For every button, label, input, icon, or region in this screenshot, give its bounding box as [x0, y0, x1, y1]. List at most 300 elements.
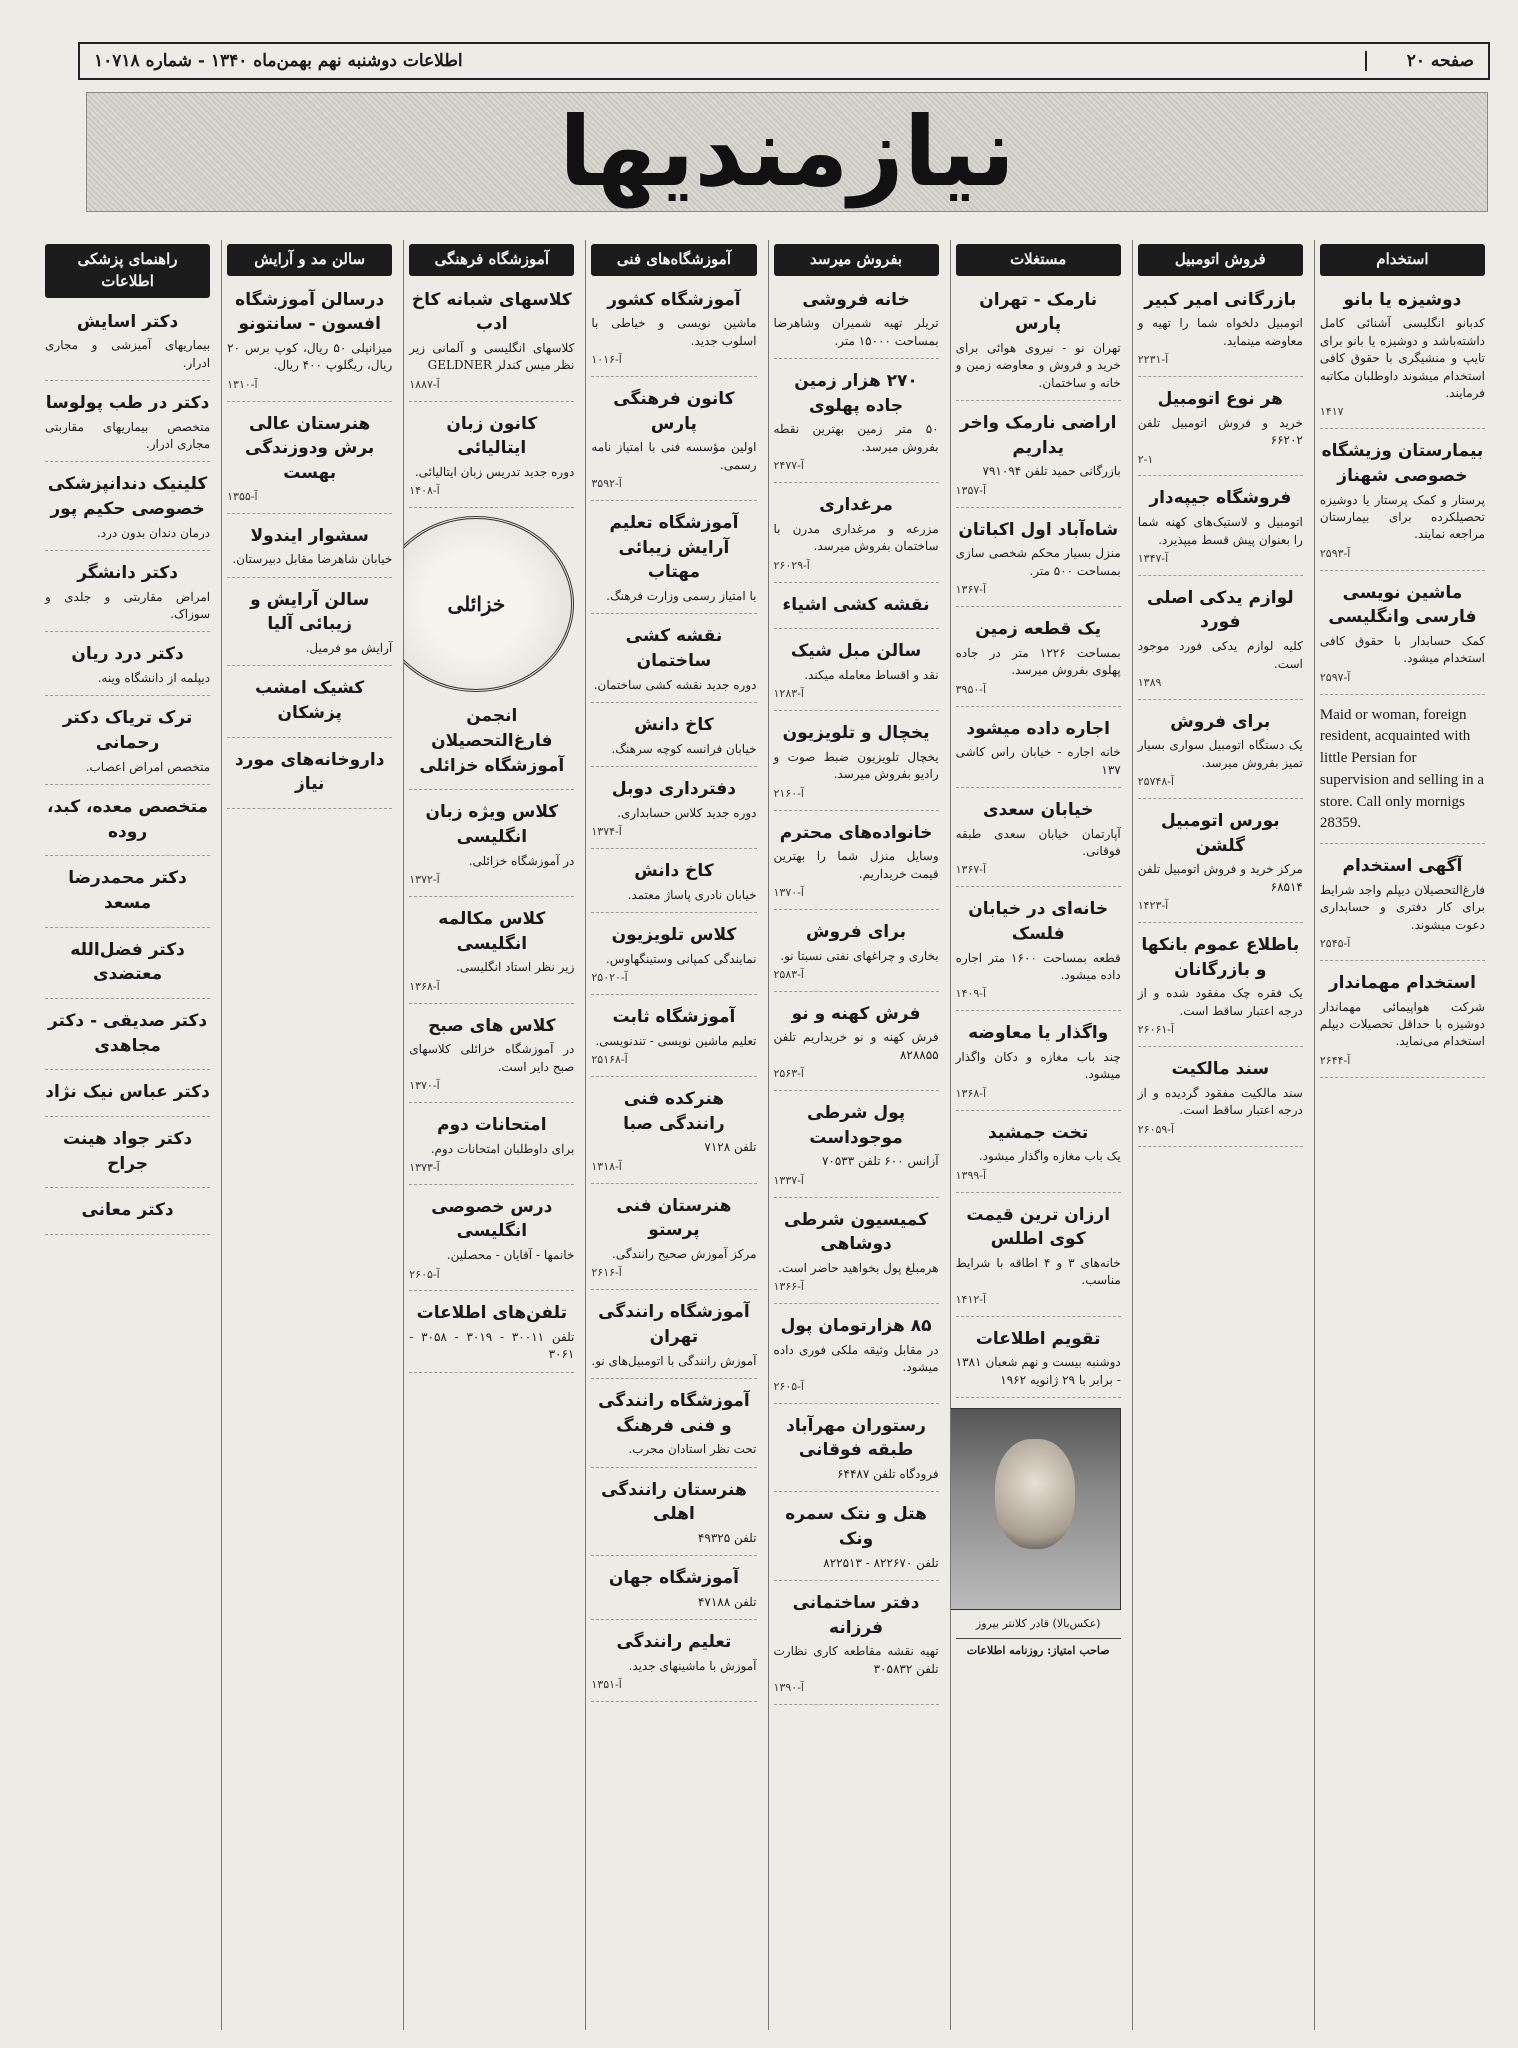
classified-ad	[45, 1194, 210, 1235]
ad-body: دوره جدید کلاس حسابداری.	[617, 805, 757, 820]
ad-body: دوشنبه بیست و نهم شعبان ۱۳۸۱ - برابر با ۲۹ ژانویه ۱۹۶۲	[955, 1355, 1121, 1387]
ad-reference: آ-۲۴۷۷	[773, 459, 804, 473]
ad-reference: آ-۲۵۹۷	[1319, 670, 1351, 684]
ad-title: دکتر جواد هینت جراح	[63, 1128, 193, 1174]
ad-body: تلفن ۷۱۲۸	[704, 1140, 757, 1155]
ad-title: هنرستان فنی پرستو	[616, 1195, 732, 1241]
ad-body: فرودگاه تلفن ۶۴۴۸۷	[837, 1467, 939, 1482]
ad-body: آزانس ۶۰۰ تلفن ۷۰۵۳۳	[821, 1154, 939, 1169]
ad-title: استخدام مهماندار	[1328, 972, 1476, 993]
section-heading: بفروش میرسد	[774, 244, 939, 276]
portrait-face	[995, 1439, 1075, 1549]
ad-reference: آ-۱۳۱۸	[591, 1159, 622, 1173]
ad-title: کانون زبان ایتالیائی	[446, 413, 538, 459]
classified-ad	[774, 284, 939, 359]
ad-body: نمایندگی کمپانی وستینگهاوس.	[605, 951, 757, 966]
ad-title: سند مالکیت	[1171, 1059, 1270, 1080]
ad-body: فارغ‌التحصیلان دیپلم واجد شرایط برای کار دفتری و حسابداری دعوت میشوند.	[1319, 882, 1485, 932]
section-heading: مستغلات	[956, 244, 1121, 276]
classified-ad	[956, 1199, 1121, 1317]
ad-title: بورس اتومبیل گلشن	[1160, 811, 1280, 856]
ad-body: بازرگانی حمید تلفن ۷۹۱۰۹۴	[982, 464, 1121, 479]
ad-title: سشوار ایندولا	[250, 525, 369, 546]
ad-title: کلاس تلویزیون	[611, 925, 737, 946]
ad-title: دوشیزه یا بانو	[1343, 289, 1462, 310]
ad-body: تریلر تهیه شمیران وشاهرضا بمساحت ۱۵۰۰۰ متر.	[773, 316, 939, 348]
classifieds-banner	[86, 92, 1488, 212]
ad-title: یک قطعه زمین	[975, 619, 1102, 640]
ad-body: یک باب مغازه واگذار میشود.	[978, 1149, 1121, 1164]
ad-body: تلفن ۳۰۰۱۱ - ۳۰۱۹ - ۳۰۵۸ - ۳۰۶۱	[409, 1330, 575, 1362]
classified-ad	[227, 284, 392, 402]
ad-reference: آ-۱۳۶۸	[409, 979, 440, 993]
classified-ad	[1138, 482, 1303, 575]
ad-reference: آ-۱۳۷۴	[591, 825, 622, 839]
ad-title: آگهی استخدام	[1342, 856, 1463, 877]
ad-title: بازرگانی امیر کبیر	[1144, 289, 1297, 310]
ad-body: سند مالکیت مفقود گردیده و از درجه اعتبار ساقط است.	[1137, 1085, 1303, 1118]
ad-body: مرکز آموزش صحیح رانندگی.	[612, 1246, 757, 1261]
ad-title: دکتر محمدرضا مسعد	[68, 868, 187, 914]
ad-body: در آموزشگاه خزائلی کلاسهای صبح دایر است.	[409, 1042, 575, 1074]
classified-ad	[1138, 706, 1303, 799]
ad-body: پرستار و کمک پرستار یا دوشیزه تحصیلکرده برای بیمارستان مراجعه نمایند.	[1319, 492, 1485, 542]
section-heading: فروش اتومبیل	[1138, 244, 1303, 276]
ad-body: اولین مؤسسه فنی با امتیاز نامه رسمی.	[591, 440, 757, 472]
ad-title: آموزشگاه ثابت	[612, 1007, 736, 1028]
ad-title: کلاس های صبح	[428, 1015, 556, 1036]
ad-reference: آ-۱۳۶۷	[955, 583, 987, 597]
ad-title: هنرکده فنی رانندگی صبا	[623, 1089, 725, 1134]
classified-ad	[774, 1097, 939, 1198]
ad-title: دکتر عباس نیک نژاد	[45, 1082, 210, 1103]
ad-reference: آ-۱۳۶۸	[955, 1086, 987, 1100]
ad-title: اجاره داده میشود	[966, 718, 1110, 739]
classified-ad	[774, 1587, 939, 1705]
classified-ad	[227, 408, 392, 514]
ad-title: رستوران مهرآباد طبقه فوقانی	[786, 1415, 926, 1461]
ad-title: انجمن فارغ‌التحصیلان آموزشگاه خزائلی	[419, 706, 565, 776]
ad-body: امراض مقاربتی و جلدی و سوزاک.	[45, 589, 211, 622]
ad-title: کلاس ویژه زبان انگلیسی	[425, 802, 559, 847]
classified-ad	[45, 306, 210, 381]
ad-reference: آ-۲۵۶۳	[773, 1067, 804, 1081]
classified-ad	[227, 520, 392, 578]
ad-title: درسالن آموزشگاه افسون - سانتونو	[235, 289, 385, 335]
ad-reference: آ-۲۵۱۶۸	[591, 1053, 628, 1067]
ad-title: دکتر صدیقی - دکتر مجاهدی	[47, 1010, 208, 1056]
classified-ad	[774, 365, 939, 483]
ad-reference: آ-۱۲۸۳	[773, 687, 804, 701]
ad-body: تلفن ۴۷۱۸۸	[697, 1594, 757, 1609]
ad-body: در مقابل وثیقه ملکی فوری داده میشود.	[773, 1343, 939, 1375]
ad-reference: آ-۲۶۰۵۹	[1137, 1122, 1175, 1136]
classified-ad	[774, 1498, 939, 1581]
ad-reference: آ-۲۶۰۵	[409, 1267, 440, 1281]
ad-title: دکتر فضل‌الله معتضدی	[70, 939, 185, 985]
ad-title: دکتر درد ریان	[71, 644, 184, 665]
classified-ad	[774, 1410, 939, 1493]
classified-ad	[956, 613, 1121, 706]
ad-title: اراضی نارمک واخر یداریم	[959, 413, 1117, 458]
classified-ad	[409, 1010, 574, 1103]
classified-ad	[1320, 577, 1485, 695]
column-2	[1132, 240, 1308, 2030]
ad-body: خرید و فروش اتومبیل تلفن ۶۶۲۰۲	[1137, 415, 1303, 448]
classified-ad	[956, 1017, 1121, 1110]
classified-ad	[45, 1076, 210, 1117]
classified-ad	[591, 1562, 756, 1620]
ad-reference: آ-۱۳۶۶	[773, 1280, 804, 1294]
ad-body: کدبانو انگلیسی آشنائی کامل داشته‌باشد و دوشیزه یا بانو برای تایپ و منشیگری با حقوق کافی استخدام میشوند داوطلبان مکاتبه فرمایند.	[1319, 316, 1485, 400]
classified-ad	[774, 817, 939, 910]
ad-title: لوازم یدکی اصلی فورد	[1146, 587, 1294, 633]
ad-title: پول شرطی موجوداست	[806, 1103, 906, 1148]
publisher-note: صاحب امتیاز: روزنامه اطلاعات	[956, 1638, 1121, 1659]
classified-ad	[591, 855, 756, 913]
ad-body: دیپلمه از دانشگاه وینه.	[97, 671, 211, 686]
ad-reference: آ-۲۵۹۳	[1319, 546, 1351, 560]
ad-body: خیابان نادری پاساژ معتمد.	[627, 887, 757, 902]
classified-ad	[591, 709, 756, 767]
school-emblem-icon: خزائلی	[403, 516, 574, 692]
classified-ad	[591, 1474, 756, 1557]
ad-title: دکتر معانی	[81, 1200, 174, 1221]
classified-ad	[591, 1626, 756, 1702]
ad-reference: آ-۲۵۸۳	[773, 967, 804, 981]
column-8	[40, 240, 215, 2030]
ad-title: نقشه کشی اشیاء	[782, 594, 930, 615]
classified-ad	[1320, 701, 1485, 845]
classified-ad	[1320, 284, 1485, 430]
section-heading: آموزشگاه فرهنگی	[409, 244, 574, 276]
ad-title: کلاس مکالمه انگلیسی	[438, 908, 546, 954]
ad-title: آموزشگاه تعلیم آرایش زیبائی مهتاب	[609, 513, 739, 583]
ad-title: کشیک امشب پزشکان	[255, 678, 365, 723]
ad-reference: آ-۱۴۲۳	[1137, 899, 1169, 913]
classified-ad	[1320, 967, 1485, 1078]
classified-ad	[45, 638, 210, 696]
classified-ad	[956, 284, 1121, 401]
classified-ad	[591, 919, 756, 995]
ad-body: تهیه نقشه مقاطعه کاری نظارت تلفن ۳۰۵۸۳۲	[773, 1644, 939, 1676]
ad-title: خانه‌ای در خیابان فلسک	[968, 899, 1109, 944]
ad-reference: آ-۱۸۸۷	[409, 377, 440, 391]
ad-title: سالن مبل شیک	[790, 641, 922, 662]
ad-body: بخاری و چراغهای نفتی نسبتا نو.	[780, 948, 939, 963]
ad-body: یک دستگاه اتومبیل سواری بسیار تمیز بفروش میرسد.	[1137, 738, 1303, 770]
ad-body: کلاسهای انگلیسی و آلمانی زیر نظر میس کندلر GELDNER	[409, 341, 575, 373]
classified-ad	[956, 713, 1121, 788]
ad-title: فرش کهنه و نو	[791, 1003, 921, 1024]
ad-title: هنرستان عالی برش ودوزندگی بهست	[245, 413, 375, 484]
ad-title: کلینیک دندانپزشکی خصوصی حکیم پور	[47, 474, 208, 519]
ad-body: خیابان فرانسه کوچه سرهنگ.	[611, 741, 757, 756]
classified-ad	[956, 1117, 1121, 1193]
ad-title: هر نوع اتومبیل	[1157, 389, 1283, 410]
classified-ad	[591, 284, 756, 377]
ad-title: ۲۷۰ هزار زمین جاده پهلوی	[794, 371, 918, 416]
ad-title: شاه‌آباد اول اکباتان	[958, 519, 1119, 540]
classified-ad	[591, 507, 756, 614]
classified-ad	[409, 1109, 574, 1185]
classified-ad	[1138, 383, 1303, 476]
ad-reference: آ-۲۶۰۶۱	[1137, 1023, 1175, 1037]
classified-ad	[45, 934, 210, 999]
ad-reference: آ-۲۶۱۶	[591, 1266, 622, 1280]
column-3	[950, 240, 1126, 2030]
ad-reference: آ-۳۹۵۰	[955, 682, 987, 696]
ad-body: تهران نو - نیروی هوائی برای خرید و فروش و معاوضه زمین و خانه و ساختمان.	[955, 341, 1121, 390]
classified-ad	[227, 672, 392, 737]
ad-reference: آ-۱۳۵۱	[591, 1678, 622, 1692]
ad-body: آپارتمان خیابان سعدی طبقه فوقانی.	[955, 826, 1121, 858]
ad-reference: آ-۱۳۳۷	[773, 1173, 804, 1187]
ad-title: مرغداری	[819, 495, 893, 516]
classified-ad	[774, 489, 939, 582]
classified-ad	[591, 1385, 756, 1468]
ad-body: تحت نظر استادان مجرب.	[628, 1442, 757, 1457]
page-number: صفحه ۲۰	[1365, 51, 1474, 71]
ad-body: دوره جدید تدریس زبان ایتالیائی.	[414, 465, 575, 480]
classified-ad	[774, 635, 939, 711]
ad-title: امتحانات دوم	[437, 1114, 547, 1135]
classified-ad	[45, 1123, 210, 1188]
ad-title: آموزشگاه رانندگی و فنی فرهنگ	[598, 1390, 750, 1436]
ad-reference: آ-۳۵۹۲	[591, 477, 622, 491]
classified-ad	[956, 794, 1121, 887]
ad-title: تخت جمشید	[988, 1122, 1089, 1143]
ad-reference: آ-۲۵۰۲۰	[591, 971, 628, 985]
classified-ad	[956, 514, 1121, 607]
ad-reference: آ-۱۳۷۳	[409, 1160, 440, 1174]
classified-ad	[591, 383, 756, 501]
ad-reference: آ-۱۳۹۰	[773, 1681, 804, 1695]
ad-body: آرایش مو فرمیل.	[305, 640, 393, 655]
ad-body: کلیه لوازم یدکی فورد موجود است.	[1137, 639, 1303, 671]
ad-body: مرکز خرید و فروش اتومبیل تلفن ۶۸۵۱۴	[1137, 862, 1303, 894]
classified-ad	[774, 916, 939, 992]
ad-body: ۵۰ متر زمین بهترین نقطه بفروش میرسد.	[773, 422, 939, 454]
ad-title: ترک تریاک دکتر رحمانی	[62, 708, 193, 754]
ad-reference: آ-۱۰۱۶	[591, 353, 622, 367]
ad-title: تعلیم رانندگی	[616, 1632, 732, 1653]
ad-body: با امتیاز رسمی وزارت فرهنگ.	[606, 589, 757, 604]
ad-reference: آ-۲۵۷۴۸	[1137, 775, 1175, 789]
classified-ad	[409, 1297, 574, 1372]
classified-ad	[1138, 805, 1303, 923]
photo-caption: (عکس‌بالا) قادر کلانتر بیروز	[975, 1617, 1101, 1631]
top-bar	[78, 42, 1490, 80]
ad-body: اتومبیل دلخواه شما را تهیه و معاوضه مینماید.	[1137, 316, 1303, 348]
ad-reference: آ-۲۲۳۱	[1137, 353, 1169, 367]
ad-reference: آ-۱۳۶۷	[955, 863, 987, 877]
classified-ad	[774, 998, 939, 1091]
ad-title: کلاسهای شبانه کاخ ادب	[411, 289, 572, 335]
classified-ad	[45, 557, 210, 632]
ad-title: دکتر اسایش	[76, 311, 179, 332]
classified-ad	[45, 702, 210, 785]
ad-title: ماشین نویسی فارسی وانگلیسی	[1328, 582, 1477, 628]
ad-body: درمان دندان بدون درد.	[96, 525, 211, 540]
classified-ad	[409, 700, 574, 790]
ad-title: باطلاع عموم بانکها و بازرگانان	[1141, 935, 1300, 980]
ad-title: واگذار یا معاوضه	[968, 1023, 1109, 1044]
ad-body: Maid or woman, foreign resident, acquainted with little Persian for supervision and selling in a store. Call only mornigs 28359.	[1319, 706, 1485, 832]
ad-title: فروشگاه جیپه‌دار	[1149, 488, 1292, 509]
ad-body: یخچال تلویزیون ضبط صوت و رادیو بفروش میرسد.	[773, 749, 939, 782]
section-heading: سالن مد و آرایش	[227, 244, 392, 276]
ad-body: خیابان شاهرضا مقابل دبیرستان.	[232, 552, 393, 567]
ad-reference: آ-۱۳۱۰	[227, 377, 258, 391]
ad-title: کاخ دانش	[634, 861, 714, 882]
ad-title: دکتر دانشگر	[77, 563, 178, 584]
classified-ad	[227, 584, 392, 667]
ad-reference: آ-۱۳۵۷	[955, 483, 987, 497]
ad-body: منزل بسیار محکم شخصی سازی بمساحت ۵۰۰ متر.	[955, 546, 1121, 578]
ad-title: ۸۵ هزارتومان پول	[780, 1316, 932, 1337]
ad-body: فرش کهنه و نو خریداریم تلفن ۸۲۸۸۵۵	[773, 1030, 939, 1062]
ad-body: شرکت هواپیمائی مهماندار دوشیزه با حداقل تحصیلات دیپلم استخدام می‌نماید.	[1319, 999, 1485, 1049]
classifieds-columns	[40, 240, 1490, 2030]
classified-ad	[591, 773, 756, 849]
ad-reference: ۲-۱	[1137, 452, 1154, 466]
classified-ad	[774, 1204, 939, 1305]
ad-body: بمساحت ۱۲۲۶ متر در جاده پهلوی بفروش میرسد.	[955, 645, 1121, 678]
ad-title: دفترداری دوبل	[611, 779, 736, 800]
ad-body: زیر نظر استاد انگلیسی.	[455, 960, 575, 975]
ad-body: خانمها - آقایان - محصلین.	[446, 1248, 575, 1263]
ad-body: آموزش با ماشینهای جدید.	[628, 1658, 757, 1673]
classified-ad	[591, 620, 756, 703]
ad-title: خانواده‌های محترم	[779, 822, 933, 843]
classified-ad	[45, 862, 210, 927]
ad-body: قطعه بمساحت ۱۶۰۰ متر اجاره داده میشود.	[955, 950, 1121, 982]
ad-title: تلفن‌های اطلاعات	[416, 1303, 567, 1324]
classified-ad	[774, 1310, 939, 1403]
ad-body: نقد و اقساط معامله میکند.	[804, 667, 939, 682]
ad-body: چند باب مغازه و دکان واگذار میشود.	[955, 1049, 1121, 1082]
classified-ad	[956, 893, 1121, 1011]
classified-ad	[591, 1083, 756, 1184]
ad-body: اتومبیل و لاستیک‌های کهنه شما را بعنوان پیش قسط میپذیرد.	[1137, 515, 1303, 547]
ad-body: مزرعه و مرغداری مدرن با ساختمان بفروش میرسد.	[773, 521, 939, 554]
ad-reference: آ-۱۳۷۲	[409, 872, 440, 886]
ad-body: تلفن ۸۲۲۶۷۰ - ۸۲۲۵۱۳	[823, 1555, 939, 1570]
ad-title: سالن آرایش و زیبائی آلیا	[250, 589, 370, 635]
section-heading: استخدام	[1320, 244, 1485, 276]
ad-title: کاخ دانش	[634, 715, 714, 736]
ad-body: دوره جدید نقشه کشی ساختمان.	[593, 677, 757, 692]
classified-ad	[409, 903, 574, 1004]
ad-body: بیماریهای آمیزشی و مجاری ادرار.	[45, 338, 211, 370]
ad-reference: آ-۱۴۰۹	[955, 987, 987, 1001]
ad-body: متخصص بیماریهای مقاربتی مجاری ادرار.	[45, 419, 211, 451]
classified-ad	[409, 1191, 574, 1292]
ad-reference: ۱۳۸۹	[1137, 675, 1162, 689]
ad-title: داروخانه‌های مورد نیاز	[234, 749, 385, 795]
ad-reference: آ-۲۵۴۵	[1319, 936, 1351, 950]
classified-ad	[1320, 850, 1485, 961]
classified-ad	[409, 408, 574, 509]
classified-ad	[45, 468, 210, 551]
classified-ad	[1138, 1053, 1303, 1146]
ad-reference: آ-۲۶۴۴	[1319, 1053, 1351, 1067]
ad-body: ماشین نویسی و خیاطی با اسلوب جدید.	[591, 316, 757, 348]
classified-ad	[591, 1001, 756, 1077]
classified-ad	[1138, 284, 1303, 377]
classified-ad	[774, 589, 939, 630]
ad-body: وسایل منزل شما را بهترین قیمت خریداریم.	[773, 849, 939, 881]
ad-reference: آ-۱۳۵۵	[227, 489, 258, 503]
ad-reference: آ-۲۶۰۵	[773, 1379, 804, 1393]
ad-title: بیمارستان وزیشگاه خصوصی شهناز	[1321, 441, 1484, 486]
ad-body: یک فقره چک مفقود شده و از درجه اعتبار ساقط است.	[1137, 986, 1303, 1018]
classified-ad	[1138, 929, 1303, 1047]
ad-reference: آ-۲۶۰۲۹	[773, 558, 810, 572]
classified-ad	[1138, 582, 1303, 700]
classified-ad	[956, 407, 1121, 508]
ad-body: برای داوطلبان امتحانات دوم.	[430, 1141, 575, 1156]
column-5	[585, 240, 761, 2030]
ad-reference: آ-۱۳۷۰	[773, 885, 804, 899]
ad-title: آموزشگاه رانندگی تهران	[598, 1302, 750, 1347]
ad-body: میزانپلی ۵۰ ریال، کوپ برس ۲۰ ریال، ریگلوپ ۴۰۰ ریال.	[227, 341, 393, 373]
ad-title: نقشه کشی ساختمان	[625, 626, 723, 672]
ad-title: آموزشگاه جهان	[608, 1568, 739, 1589]
classified-ad	[227, 744, 392, 809]
ad-reference: آ-۱۴۱۲	[955, 1292, 987, 1306]
ad-title: یخچال و تلویزیون	[782, 723, 930, 744]
issue-line: اطلاعات دوشنبه نهم بهمن‌ماه ۱۳۴۰ - شماره ۱۰۷۱۸	[94, 51, 463, 71]
ad-body: خانه‌های ۳ و ۴ اطاقه با شرایط مناسب.	[955, 1255, 1121, 1288]
ad-title: تقویم اطلاعات	[975, 1328, 1101, 1349]
classified-ad	[956, 1323, 1121, 1398]
ad-title: نارمک - تهران پارس	[979, 289, 1098, 335]
ad-body: در آموزشگاه خزائلی.	[468, 853, 575, 868]
ad-reference: آ-۲۱۶۰	[773, 786, 804, 800]
ad-title: ارزان ترین قیمت کوی اطلس	[966, 1204, 1111, 1250]
ad-title: کمیسیون شرطی دوشاهی	[784, 1209, 929, 1255]
column-1	[1314, 240, 1490, 2030]
ad-body: کمک حسابدار با حقوق کافی استخدام میشود.	[1319, 633, 1485, 666]
classified-ad	[45, 791, 210, 856]
ad-title: آموزشگاه کشور	[607, 289, 741, 310]
ad-reference: آ-۱۴۰۸	[409, 484, 440, 498]
classified-ad	[591, 1190, 756, 1291]
ad-title: برای فروش	[1170, 711, 1271, 732]
ad-title: درس خصوصی انگلیسی	[431, 1196, 553, 1242]
ad-body: هرمبلغ پول بخواهید حاضر است.	[778, 1261, 939, 1276]
ad-title: دکتر در طب پولوسا	[45, 392, 210, 413]
classified-ad	[45, 1005, 210, 1070]
newspaper-page	[28, 30, 1490, 2030]
classified-ad	[774, 717, 939, 810]
ad-reference: ۱۴۱۷	[1319, 405, 1344, 419]
ad-body: تلفن ۴۹۳۲۵	[697, 1530, 757, 1545]
column-7	[221, 240, 397, 2030]
column-4	[768, 240, 944, 2030]
classified-ad	[45, 387, 210, 462]
ad-body: خانه اجاره - خیابان راس کاشی ۱۳۷	[955, 745, 1121, 777]
classified-ad	[1320, 435, 1485, 570]
ad-reference: آ-۱۳۹۹	[955, 1168, 987, 1182]
ad-title: کانون فرهنگی پارس	[613, 389, 735, 434]
classified-ad	[591, 1296, 756, 1379]
ad-body: تعلیم ماشین نویسی - تندنویسی.	[595, 1033, 757, 1048]
ad-title: برای فروش	[806, 921, 907, 942]
ad-title: هنرستان رانندگی اهلی	[601, 1479, 747, 1525]
